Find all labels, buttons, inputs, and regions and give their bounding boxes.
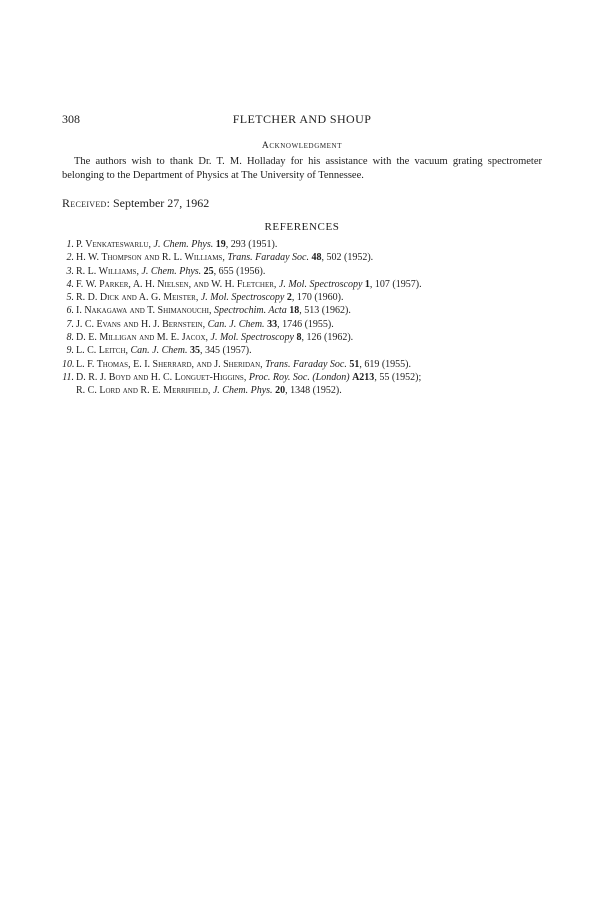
acknowledgment-heading: Acknowledgment: [261, 141, 343, 151]
reference-volume: 48: [311, 252, 322, 264]
reference-volume: 1: [364, 278, 370, 290]
reference-item: 10 . L. F. Thomas, E. I. Sherrard, and J. Sheridan, Trans. Faraday Soc. 51, 619 (1955).: [62, 358, 548, 371]
reference-journal: J. Chem. Phys.: [141, 265, 202, 277]
reference-authors: R. D. Dick and A. G. Meister: [76, 292, 196, 304]
reference-volume: 25: [203, 265, 214, 277]
reference-number: 1 .: [62, 238, 74, 251]
reference-journal: J. Chem. Phys.: [153, 239, 214, 250]
reference-pages-year: , 293 (1951).: [225, 239, 278, 250]
reference-pages-year: , 1348 (1952).: [285, 385, 342, 397]
reference-item: 9 . L. C. Leitch, Can. J. Chem. 35, 345 (1957).: [62, 344, 548, 357]
reference-pages-year: , 513 (1962).: [299, 305, 351, 317]
reference-item: 8 . D. E. Milligan and M. E. Jacox, J. Mol. Spectroscopy 8, 126 (1962).: [62, 331, 548, 344]
reference-volume: 8: [296, 332, 302, 344]
reference-pages-year: , 126 (1962).: [301, 332, 354, 344]
reference-authors: J. C. Evans and H. J. Bernstein: [76, 318, 203, 330]
reference-item: 4 . F. W. Parker, A. H. Nielsen, and W. H. Fletcher, J. Mol. Spectroscopy 1, 107 (1957).: [62, 278, 548, 291]
reference-number: 3 .: [62, 265, 74, 278]
reference-journal: Trans. Faraday Soc.: [265, 358, 347, 370]
running-title: FLETCHER AND SHOUP: [232, 112, 372, 126]
reference-number: 8 .: [62, 331, 74, 344]
reference-number: 10 .: [62, 358, 74, 371]
reference-number: 5 .: [62, 291, 74, 304]
references-list: [62, 238, 548, 398]
reference-authors: P. Venkateswarlu: [76, 239, 149, 250]
reference-journal: J. Mol. Spectroscopy: [210, 332, 294, 344]
reference-item: 3 . R. L. Williams, J. Chem. Phys. 25, 655 (1956).: [62, 265, 548, 278]
reference-journal: Trans. Faraday Soc.: [227, 252, 309, 264]
reference-volume: 18: [289, 305, 300, 317]
reference-number: 7 .: [62, 318, 74, 331]
received-label: Received: [62, 196, 107, 210]
reference-journal: Proc. Roy. Soc. (London): [248, 371, 350, 383]
acknowledgment-text: [62, 155, 542, 183]
reference-number: 2 .: [62, 251, 74, 264]
reference-volume: A213: [352, 371, 375, 383]
reference-pages-year: , 655 (1956).: [213, 265, 266, 277]
reference-number: 4 .: [62, 278, 74, 291]
reference-item: 2 . H. W. Thompson and R. L. Williams, Trans. Faraday Soc. 48, 502 (1952).: [62, 251, 548, 264]
references-heading: REFERENCES: [264, 221, 340, 233]
reference-volume: 33: [267, 318, 278, 330]
reference-pages-year: , 170 (1960).: [291, 292, 344, 304]
reference-item: 6 . I. Nakagawa and T. Shimanouchi, Spectrochim. Acta 18, 513 (1962).: [62, 304, 548, 317]
reference-number: 9 .: [62, 344, 74, 357]
reference-continuation: R. C. Lord and R. E. Merrifield, J. Chem. Phys. 20, 1348 (1952).: [76, 385, 342, 397]
reference-volume: 19: [215, 239, 226, 250]
acknowledgment-body: The authors wish to thank Dr. T. M. Holladay for his assistance with the vacuum grating spectrometer belonging to the Department of Physics at The University of Tennessee.: [62, 156, 542, 181]
reference-journal: Spectrochim. Acta: [213, 305, 287, 317]
reference-item: 1 . P. Venkateswarlu, J. Chem. Phys. 19, 293 (1951).: [62, 238, 548, 251]
reference-authors: H. W. Thompson and R. L. Williams: [76, 252, 223, 264]
reference-journal: Can. J. Chem.: [130, 345, 188, 357]
reference-pages-year: , 619 (1955).: [359, 358, 411, 370]
reference-item: 5 . R. D. Dick and A. G. Meister, J. Mol. Spectroscopy 2, 170 (1960).: [62, 291, 548, 304]
reference-authors: L. C. Leitch: [76, 345, 126, 357]
reference-pages-year: , 345 (1957).: [199, 345, 252, 357]
reference-authors: F. W. Parker, A. H. Nielsen, and W. H. Fletcher: [76, 278, 274, 290]
page-number: 308: [62, 112, 80, 126]
reference-volume: 20: [275, 385, 286, 397]
reference-volume: 35: [189, 345, 200, 357]
reference-authors: R. C. Lord and R. E. Merrifield: [76, 385, 208, 397]
reference-authors: R. L. Williams: [76, 265, 137, 277]
reference-pages-year: , 1746 (1955).: [277, 318, 334, 330]
reference-journal: J. Mol. Spectroscopy: [200, 292, 285, 304]
reference-authors: D. E. Milligan and M. E. Jacox: [76, 332, 206, 344]
reference-journal: Can. J. Chem.: [207, 318, 265, 330]
reference-volume: 51: [349, 358, 360, 370]
reference-journal: J. Mol. Spectroscopy: [278, 278, 363, 290]
reference-volume: 2: [286, 292, 292, 304]
reference-number: 11 .: [62, 371, 74, 384]
reference-item: 11 . D. R. J. Boyd and H. C. Longuet-Higgins, Proc. Roy. Soc. (London) A213, 55 (1952); R. C. Lord and R. E. Merrifield, J. Chem. Phys. 20, 1348 (1952).: [62, 371, 548, 398]
reference-authors: I. Nakagawa and T. Shimanouchi: [76, 305, 209, 317]
received-date: September 27, 1962: [112, 196, 210, 210]
received-line: Received: September 27, 1962: [62, 196, 210, 210]
reference-item: 7 . J. C. Evans and H. J. Bernstein, Can. J. Chem. 33, 1746 (1955).: [62, 318, 548, 331]
reference-authors: D. R. J. Boyd and H. C. Longuet-Higgins: [76, 371, 244, 383]
reference-pages-year: , 107 (1957).: [369, 278, 422, 290]
reference-authors: L. F. Thomas, E. I. Sherrard, and J. Sheridan: [76, 358, 261, 370]
reference-pages-year: , 55 (1952);: [374, 371, 422, 383]
reference-number: 6 .: [62, 304, 74, 317]
page-header: [62, 112, 542, 128]
reference-journal: J. Chem. Phys.: [212, 385, 273, 397]
reference-pages-year: , 502 (1952).: [321, 252, 374, 264]
